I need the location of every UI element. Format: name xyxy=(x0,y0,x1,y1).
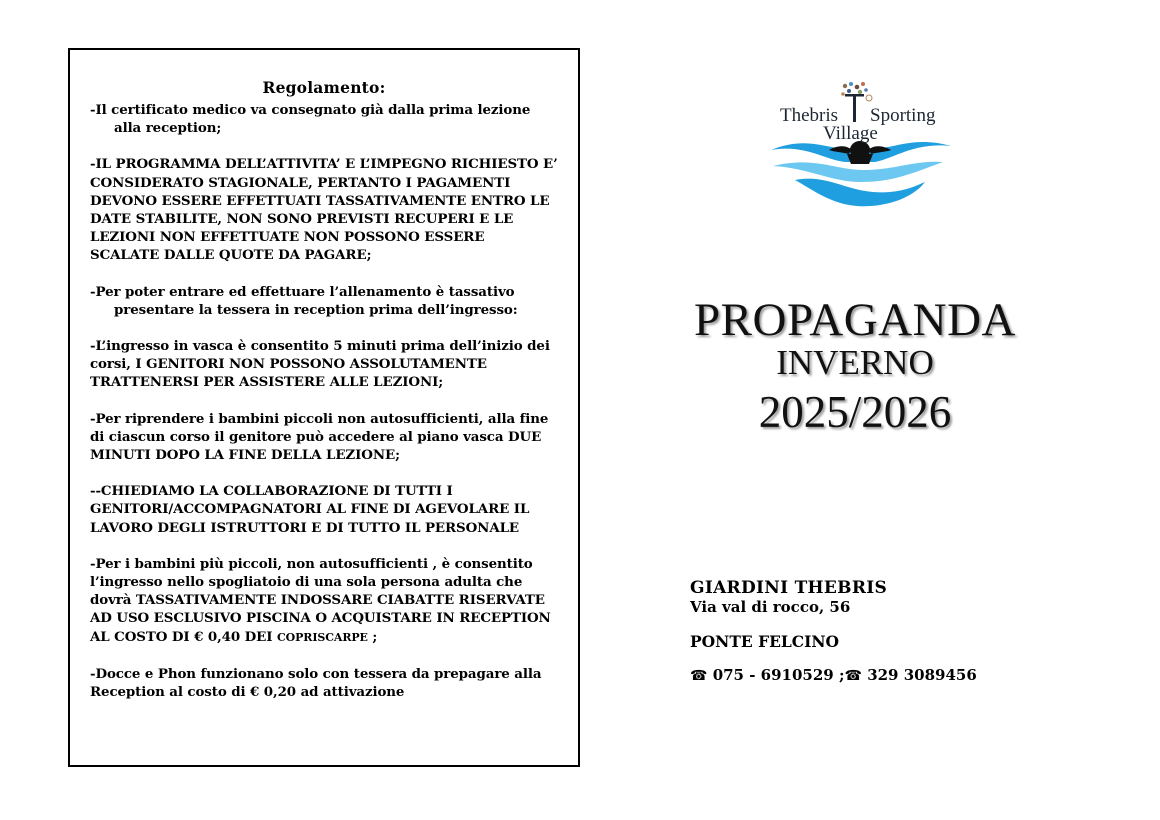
promo-title: PROPAGANDA xyxy=(694,294,1016,346)
rule-item-5: -Per riprendere i bambini piccoli non autosufficienti, alla fine di ciascun corso il genitore può accedere al piano vasca DUE MINUTI DOPO LA FINE DELLA LEZIONE; xyxy=(90,410,549,464)
rule-item-7-text: -Per i bambini più piccoli, non autosufficienti , è consentito l’ingresso nello spogliatoio di una sola persona adulta che dovrà TASSATIVAMENTE INDOSSARE CIABATTE RISERVATE AD USO ESCLUSIVO PISCINA O ACQUISTARE IN RECEPTION AL COSTO DI € 0,40 DEI xyxy=(90,555,551,645)
phone-number-2[interactable]: 329 3089456 xyxy=(867,666,977,684)
rules-title: Regolamento: xyxy=(262,78,386,97)
rule-item-1: -Il certificato medico va consegnato già dalla prima lezione alla reception; xyxy=(90,102,531,137)
rule-item-7-copriscarpe: COPRISCARPE xyxy=(277,630,368,644)
venue-street: Via val di rocco, 56 xyxy=(690,598,851,616)
telephone-icon: ☎ xyxy=(690,668,708,684)
promo-years: 2025/2026 xyxy=(758,387,952,437)
venue-city: PONTE FELCINO xyxy=(690,632,840,651)
rule-item-3: -Per poter entrare ed effettuare l’allenamento è tassativo presentare la tessera in reception prima dell’ingresso: xyxy=(90,283,518,318)
logo-text-thebris: Thebris xyxy=(780,105,839,126)
rule-item-7 xyxy=(90,555,558,647)
rule-item-8: -Docce e Phon funzionano solo con tessera da prepagare alla Reception al costo di € 0,20 ad attivazione xyxy=(90,665,542,701)
logo-graphic xyxy=(765,78,955,218)
telephone-icon: ☎ xyxy=(844,668,862,684)
rules-panel xyxy=(68,48,580,767)
rule-item-6: --CHIEDIAMO LA COLLABORAZIONE DI TUTTI I GENITORI/ACCOMPAGNATORI AL FINE DI AGEVOLARE IL LAVORO DEGLI ISTRUTTORI E DI TUTTO IL PERSONALE xyxy=(90,483,530,536)
logo-text-sporting: Sporting xyxy=(870,105,936,126)
rule-item-7-end: ; xyxy=(367,628,378,645)
logo-text-village: Village xyxy=(823,123,878,144)
phone-number-1[interactable]: 075 - 6910529 ; xyxy=(712,666,845,684)
venue-name: GIARDINI THEBRIS xyxy=(690,578,888,598)
thebris-logo xyxy=(765,78,955,218)
rule-item-2: -IL PROGRAMMA DELL’ATTIVITA’ E L’IMPEGNO RICHIESTO E’ CONSIDERATO STAGIONALE, PERTANTO I PAGAMENTI DEVONO ESSERE EFFETTUATI TASSATIVAMENTE ENTRO LE DATE STABILITE, NON SONO PREVISTI RECUPERI E LE LEZIONI NON EFFETTUATE NON POSSONO ESSERE SCALATE DALLE QUOTE DA PAGARE; xyxy=(90,156,558,264)
rule-item-4: -L’ingresso in vasca è consentito 5 minuti prima dell’inizio dei corsi, I GENITORI NON POSSONO ASSOLUTAMENTE TRATTENERSI PER ASSISTERE ALLE LEZIONI; xyxy=(90,338,550,391)
tree-icon xyxy=(841,82,872,122)
phone-line xyxy=(690,666,977,684)
promo-season: INVERNO xyxy=(776,343,934,382)
